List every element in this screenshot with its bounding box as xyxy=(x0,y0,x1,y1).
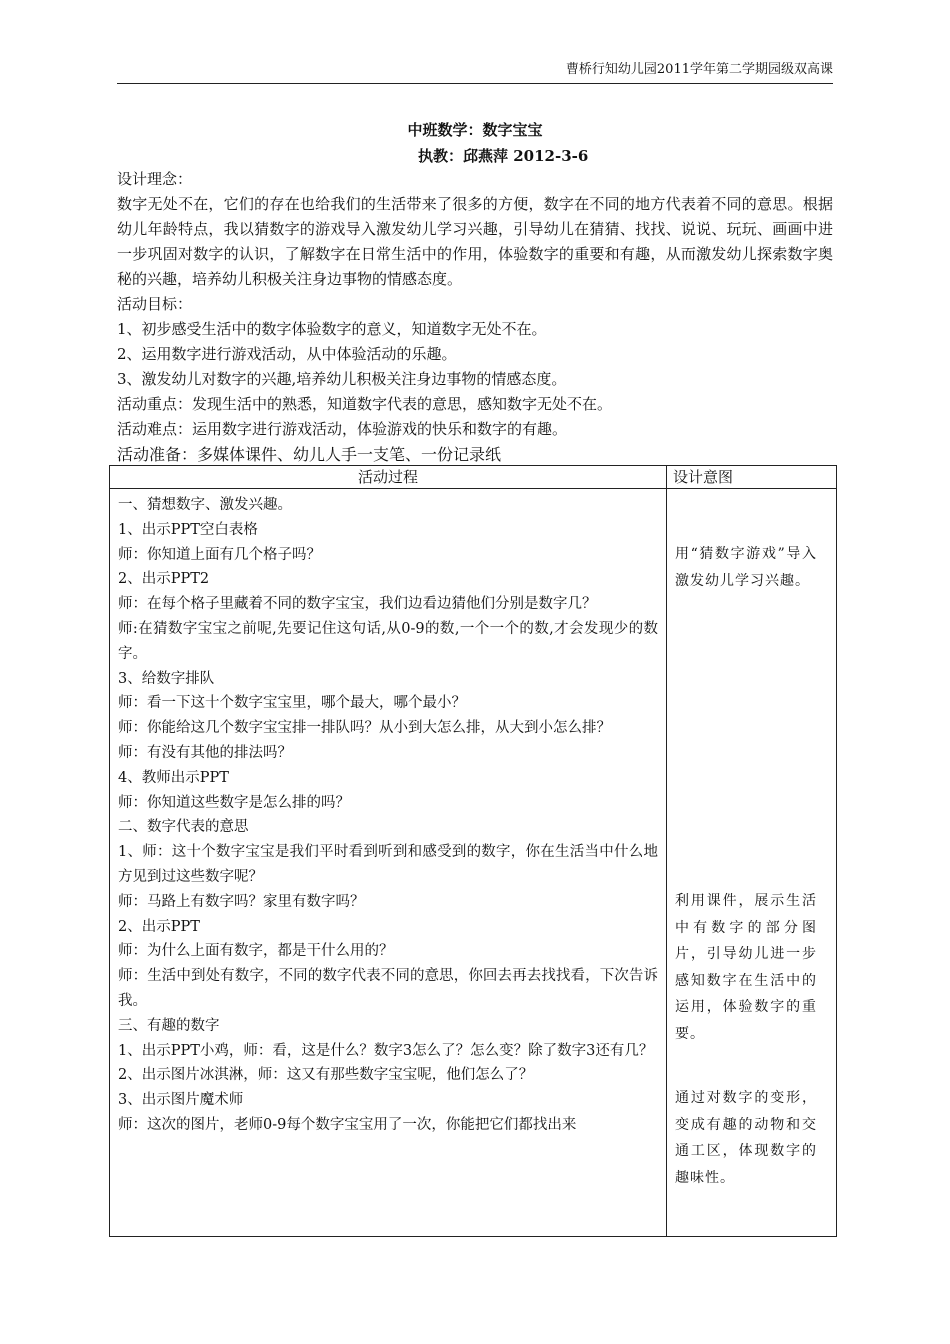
process-line: 2、出示PPT2 xyxy=(118,571,210,588)
goal-item: 1、初步感受生活中的数字体验数字的意义，知道数字无处不在。 xyxy=(117,320,547,338)
design-concept-label: 设计理念： xyxy=(117,170,193,188)
intent-column-header: 设计意图 xyxy=(667,466,837,489)
process-line: 师：有没有其他的排法吗？ xyxy=(118,744,292,761)
process-cell xyxy=(110,489,667,1237)
intent-note: 用“猜数字游戏”导入激发幼儿学习兴趣。 xyxy=(675,546,817,589)
process-line: 一、猜想数字、激发兴趣。 xyxy=(118,497,292,513)
lesson-title: 中班数学：数字宝宝 xyxy=(407,121,543,139)
difficulty: 活动难点：运用数字进行游戏活动，体验游戏的快乐和数字的有趣。 xyxy=(117,420,568,438)
goal-item: 3、激发幼儿对数字的兴趣,培养幼儿积极关注身边事物的情感态度。 xyxy=(117,370,567,388)
process-line: 师：为什么上面有数字，都是干什么用的？ xyxy=(118,943,394,960)
process-line: 师：生活中到处有数字，不同的数字代表不同的意思，你回去再去找找看，下次告诉我。 xyxy=(118,968,658,1009)
intent-note: 通过对数字的变形，变成有趣的动物和交通工区，体现数字的趣味性。 xyxy=(675,1090,817,1186)
process-line: 师：看一下这十个数字宝宝里，哪个最大，哪个最小？ xyxy=(118,695,466,712)
process-line: 1、出示PPT空白表格 xyxy=(118,521,258,538)
goals-label: 活动目标： xyxy=(117,295,193,313)
process-line: 师：这次的图片，老师0-9每个数字宝宝用了一次，你能把它们都找出来 xyxy=(118,1116,577,1133)
process-line: 师:在猜数字宝宝之前呢,先要记住这句话,从0-9的数,一个一个的数,才会发现少的数字。 xyxy=(118,620,658,662)
lesson-intro xyxy=(117,167,833,467)
process-column-header: 活动过程 xyxy=(110,466,667,489)
teacher-line: 执教：邱燕萍 2012-3-6 xyxy=(418,147,589,165)
process-line: 师：马路上有数字吗？家里有数字吗？ xyxy=(118,893,365,910)
process-line: 1、师：这十个数字宝宝是我们平时看到听到和感受到的数字，你在生活当中什么地方见到过这些数字呢？ xyxy=(118,844,658,885)
process-line: 2、出示PPT xyxy=(118,918,200,935)
process-line: 师：你能给这几个数字宝宝排一排队吗？从小到大怎么排，从大到小怎么排？ xyxy=(118,720,611,737)
goal-item: 2、运用数字进行游戏活动，从中体验活动的乐趣。 xyxy=(117,345,457,363)
intent-cell xyxy=(667,489,837,1237)
process-line: 2、出示图片冰淇淋，师：这又有那些数字宝宝呢，他们怎么了？ xyxy=(118,1067,534,1084)
process-line: 师：你知道这些数字是怎么排的吗？ xyxy=(118,794,350,811)
process-line: 三、有趣的数字 xyxy=(118,1017,220,1034)
design-concept-text: 数字无处不在，它们的存在也给我们的生活带来了很多的方便，数字在不同的地方代表着不同的意思。根据幼儿年龄特点，我以猜数字的游戏导入激发幼儿学习兴趣，引导幼儿在猜猜、找找、说说、玩玩、画画中进一步巩固对数字的认识，了解数字在日常生活中的作用，体验数字的重要和有趣，从而激发幼儿探索数字奥秘的兴趣，培养幼儿积极关注身边事物的情感态度。 xyxy=(117,195,833,288)
key-point: 活动重点：发现生活中的熟悉，知道数字代表的意思，感知数字无处不在。 xyxy=(117,395,613,413)
process-line: 二、数字代表的意思 xyxy=(118,819,249,836)
intent-note: 利用课件，展示生活中有数字的部分图片，引导幼儿进一步感知数字在生活中的运用，体验数字的重要。 xyxy=(675,893,817,1042)
process-line: 1、出示PPT小鸡，师：看，这是什么？数字3怎么了？怎么变？除了数字3还有几？ xyxy=(118,1042,654,1059)
process-line: 师：你知道上面有几个格子吗？ xyxy=(118,546,321,563)
process-line: 师：在每个格子里藏着不同的数字宝宝，我们边看边猜他们分别是数字几？ xyxy=(118,596,597,613)
process-line: 4、教师出示PPT xyxy=(118,769,229,786)
page-header: 曹桥行知幼儿园2011学年第二学期园级双高课 xyxy=(565,62,833,77)
header-rule xyxy=(117,83,833,84)
process-line: 3、给数字排队 xyxy=(118,670,215,687)
activity-table xyxy=(109,465,837,1237)
process-line: 3、出示图片魔术师 xyxy=(118,1092,244,1109)
preparation: 活动准备：多媒体课件、幼儿人手一支笔、一份记录纸 xyxy=(117,445,502,464)
